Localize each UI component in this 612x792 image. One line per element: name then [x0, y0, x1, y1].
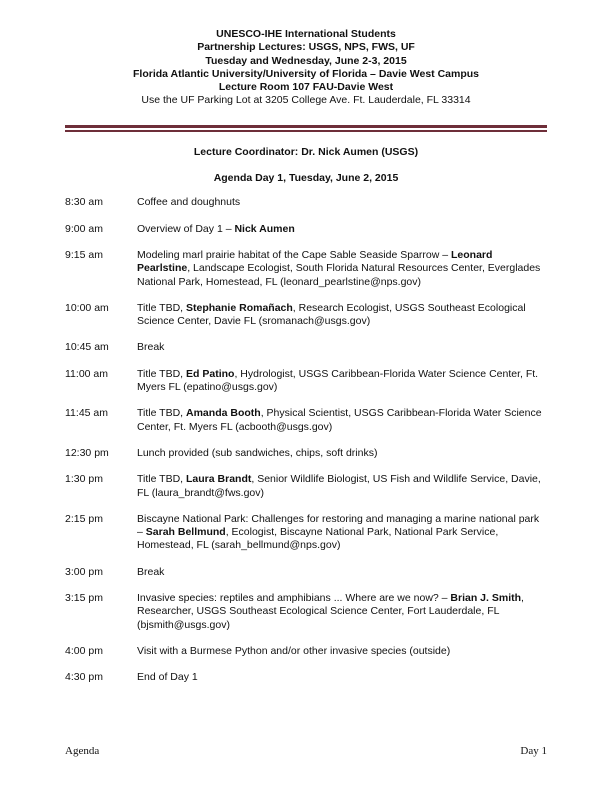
agenda-day-title: Agenda Day 1, Tuesday, June 2, 2015	[213, 172, 399, 185]
agenda-time: 12:30 pm	[65, 446, 109, 459]
agenda-list	[65, 196, 547, 684]
agenda-time: 11:00 am	[65, 367, 108, 380]
header-parking-note: Use the UF Parking Lot at 3205 College Ave. Ft. Lauderdale, FL 33314	[141, 94, 471, 107]
agenda-description: Break	[137, 565, 165, 578]
agenda-time: 2:15 pm	[65, 512, 103, 525]
footer-label-agenda: Agenda	[65, 744, 100, 757]
agenda-row	[65, 592, 547, 632]
agenda-row	[65, 223, 547, 236]
footer-page-label: Day 1	[520, 744, 547, 757]
agenda-row	[65, 249, 547, 289]
agenda-description: Lunch provided (sub sandwiches, chips, soft drinks)	[137, 446, 378, 459]
agenda-row	[65, 302, 547, 329]
agenda-row	[65, 513, 547, 553]
lecture-coordinator-line: Lecture Coordinator: Dr. Nick Aumen (USGS)	[193, 145, 419, 158]
agenda-description: Modeling marl prairie habitat of the Cape Sable Seaside Sparrow – Leonard Pearlstine, Landscape Ecologist, South Florida Natural Resources Center, Everglades National Park, Homestead, FL (leonard_pearlstine@nps.gov)	[137, 248, 541, 288]
agenda-row	[65, 196, 547, 209]
agenda-description: Biscayne National Park: Challenges for restoring and managing a marine national park – Sarah Bellmund, Ecologist, Biscayne National Park, National Park Service, Homestead, FL (sarah_bellmund@nps.gov)	[137, 512, 540, 552]
header-line-1: UNESCO-IHE International Students	[216, 28, 396, 40]
agenda-description: Title TBD, Amanda Booth, Physical Scientist, USGS Caribbean-Florida Water Science Center, Ft. Myers FL (acbooth@usgs.gov)	[137, 407, 542, 433]
agenda-time: 3:00 pm	[65, 565, 103, 578]
page-footer	[65, 745, 547, 758]
agenda-time: 10:00 am	[65, 301, 109, 314]
agenda-time: 4:00 pm	[65, 644, 103, 657]
agenda-description: End of Day 1	[137, 671, 198, 684]
header-line-5: Lecture Room 107 FAU-Davie West	[218, 81, 394, 94]
agenda-time: 3:15 pm	[65, 592, 103, 605]
agenda-time: 9:15 am	[65, 248, 103, 261]
agenda-row	[65, 341, 547, 354]
agenda-description: Break	[137, 341, 165, 354]
agenda-description: Title TBD, Laura Brandt, Senior Wildlife Biologist, US Fish and Wildlife Service, Davie, FL (laura_brandt@fws.gov)	[137, 473, 541, 499]
agenda-description: Title TBD, Ed Patino, Hydrologist, USGS Caribbean-Florida Water Science Center, Ft. Myers FL (epatino@usgs.gov)	[137, 367, 539, 394]
agenda-description: Visit with a Burmese Python and/or other invasive species (outside)	[137, 644, 451, 657]
agenda-row	[65, 566, 547, 579]
agenda-row	[65, 368, 547, 395]
agenda-row	[65, 447, 547, 460]
document-header	[65, 28, 547, 108]
header-line-4: Florida Atlantic University/University of Florida – Davie West Campus	[132, 67, 479, 80]
maroon-double-rule	[65, 125, 547, 132]
agenda-description: Title TBD, Stephanie Romañach, Research Ecologist, USGS Southeast Ecological Science Center, Davie FL (sromanach@usgs.gov)	[137, 301, 526, 328]
agenda-time: 10:45 am	[65, 341, 109, 354]
agenda-description: Invasive species: reptiles and amphibians ... Where are we now? – Brian J. Smith, Researcher, USGS Southeast Ecological Science Center, Fort Lauderdale, FL (bjsmith@usgs.gov)	[137, 592, 524, 631]
header-line-2: Partnership Lectures: USGS, NPS, FWS, UF	[197, 41, 415, 54]
agenda-row	[65, 473, 547, 500]
agenda-time: 4:30 pm	[65, 671, 103, 684]
agenda-time: 1:30 pm	[65, 473, 103, 486]
agenda-description: Coffee and doughnuts	[137, 196, 241, 209]
agenda-row	[65, 671, 547, 684]
agenda-row	[65, 407, 547, 434]
header-line-3: Tuesday and Wednesday, June 2-3, 2015	[205, 54, 407, 67]
agenda-time: 9:00 am	[65, 222, 103, 235]
agenda-time: 11:45 am	[65, 407, 108, 420]
agenda-row	[65, 645, 547, 658]
agenda-description: Overview of Day 1 – Nick Aumen	[137, 222, 295, 235]
agenda-time: 8:30 am	[65, 196, 103, 209]
